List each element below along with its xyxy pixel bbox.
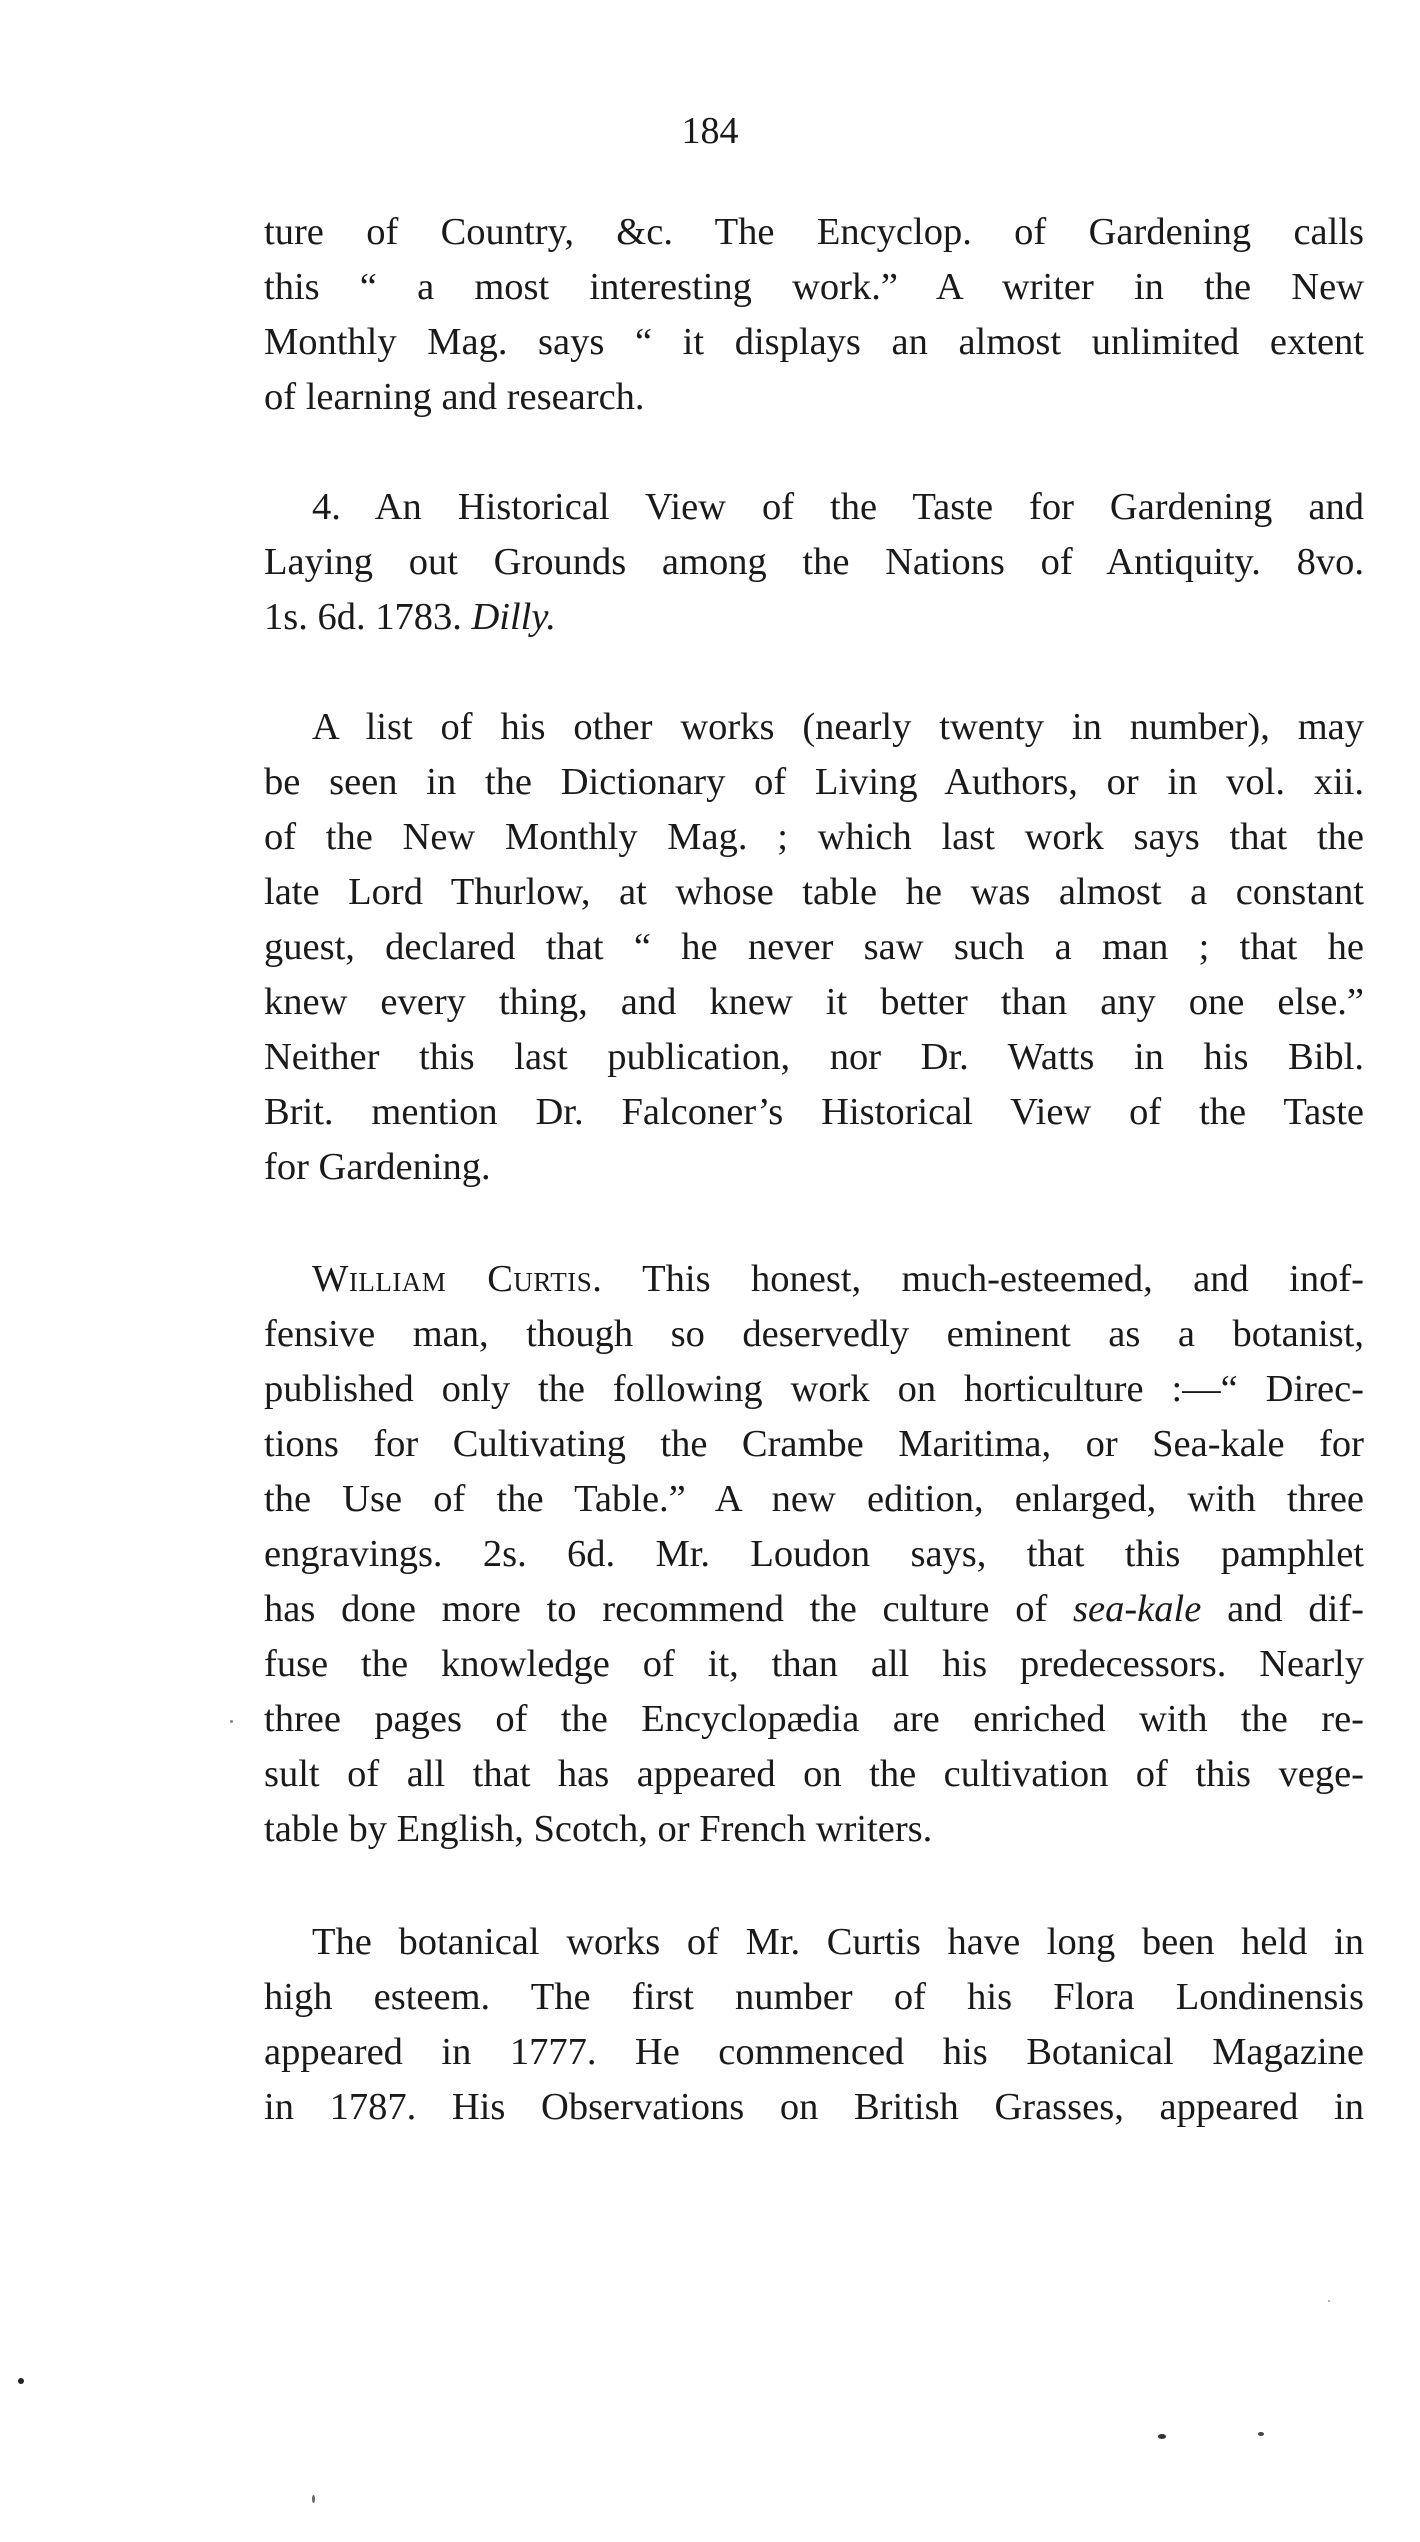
- paragraph-4: [264, 1252, 1364, 1857]
- text-line: Brit. mention Dr. Falconer’s Historical View of the Taste: [264, 1091, 1364, 1133]
- text-line: late Lord Thurlow, at whose table he was almost a constant: [264, 871, 1364, 913]
- text-line: guest, declared that “ he never saw such a man ; that he: [264, 926, 1364, 968]
- text-line: this “ a most interesting work.” A writer in the New: [264, 266, 1364, 308]
- text-line: tions for Cultivating the Crambe Maritima, or Sea-kale for: [264, 1423, 1364, 1465]
- text-line: knew every thing, and knew it better than any one else.”: [264, 981, 1364, 1023]
- text-segment: 1s. 6d. 1783.: [264, 596, 462, 638]
- text-line: be seen in the Dictionary of Living Authors, or in vol. xii.: [264, 761, 1364, 803]
- paragraph-5: [264, 1915, 1364, 2135]
- text-line: engravings. 2s. 6d. Mr. Loudon says, that this pamphlet: [264, 1533, 1364, 1575]
- person-name: William Curtis.: [312, 1258, 603, 1300]
- text-line: The botanical works of Mr. Curtis have long been held in: [312, 1921, 1364, 1963]
- text-line: ture of Country, &c. The Encyclop. of Gardening calls: [264, 211, 1364, 253]
- text-line: [264, 1252, 1364, 1307]
- text-line: in 1787. His Observations on British Grasses, appeared in: [264, 2086, 1364, 2128]
- paragraph-2: [264, 480, 1364, 645]
- scan-speck: [18, 2378, 24, 2384]
- text-line: three pages of the Encyclopædia are enriched with the re-: [264, 1698, 1364, 1740]
- scan-speck: [312, 2495, 315, 2503]
- text-line: of the New Monthly Mag. ; which last work says that the: [264, 816, 1364, 858]
- text-line: published only the following work on horticulture :—“ Direc-: [264, 1368, 1364, 1410]
- text-line: sult of all that has appeared on the cultivation of this vege-: [264, 1753, 1364, 1795]
- page-number: 184: [681, 110, 739, 152]
- scan-speck: [1258, 2432, 1264, 2436]
- text-line: A list of his other works (nearly twenty in number), may: [312, 706, 1364, 748]
- text-line: of learning and research.: [264, 376, 645, 418]
- publisher-name: Dilly.: [471, 596, 556, 638]
- text-line: [264, 1582, 1364, 1637]
- scan-speck: [1328, 2300, 1330, 2302]
- text-line: Monthly Mag. says “ it displays an almost unlimited extent: [264, 321, 1364, 363]
- text-line: Laying out Grounds among the Nations of Antiquity. 8vo.: [264, 541, 1364, 583]
- paragraph-3: [264, 700, 1364, 1195]
- text-line: the Use of the Table.” A new edition, enlarged, with three: [264, 1478, 1364, 1520]
- text-segment: has done more to recommend the culture of: [264, 1588, 1048, 1630]
- text-line: 4. An Historical View of the Taste for Gardening and: [312, 486, 1364, 528]
- text-segment: and dif-: [1227, 1588, 1364, 1630]
- italic-term: sea-kale: [1073, 1588, 1202, 1630]
- text-line: table by English, Scotch, or French writers.: [264, 1808, 933, 1850]
- scan-speck: [230, 1720, 233, 1723]
- text-segment: This honest, much-esteemed, and inof-: [642, 1258, 1364, 1300]
- text-line: appeared in 1777. He commenced his Botanical Magazine: [264, 2031, 1364, 2073]
- scan-speck: [1158, 2434, 1166, 2439]
- text-line: [264, 590, 1364, 645]
- text-line: fuse the knowledge of it, than all his predecessors. Nearly: [264, 1643, 1364, 1685]
- text-line: fensive man, though so deservedly eminent as a botanist,: [264, 1313, 1364, 1355]
- text-line: Neither this last publication, nor Dr. Watts in his Bibl.: [264, 1036, 1364, 1078]
- text-line: high esteem. The first number of his Flora Londinensis: [264, 1976, 1364, 2018]
- paragraph-1: [264, 205, 1364, 425]
- text-line: for Gardening.: [264, 1146, 491, 1188]
